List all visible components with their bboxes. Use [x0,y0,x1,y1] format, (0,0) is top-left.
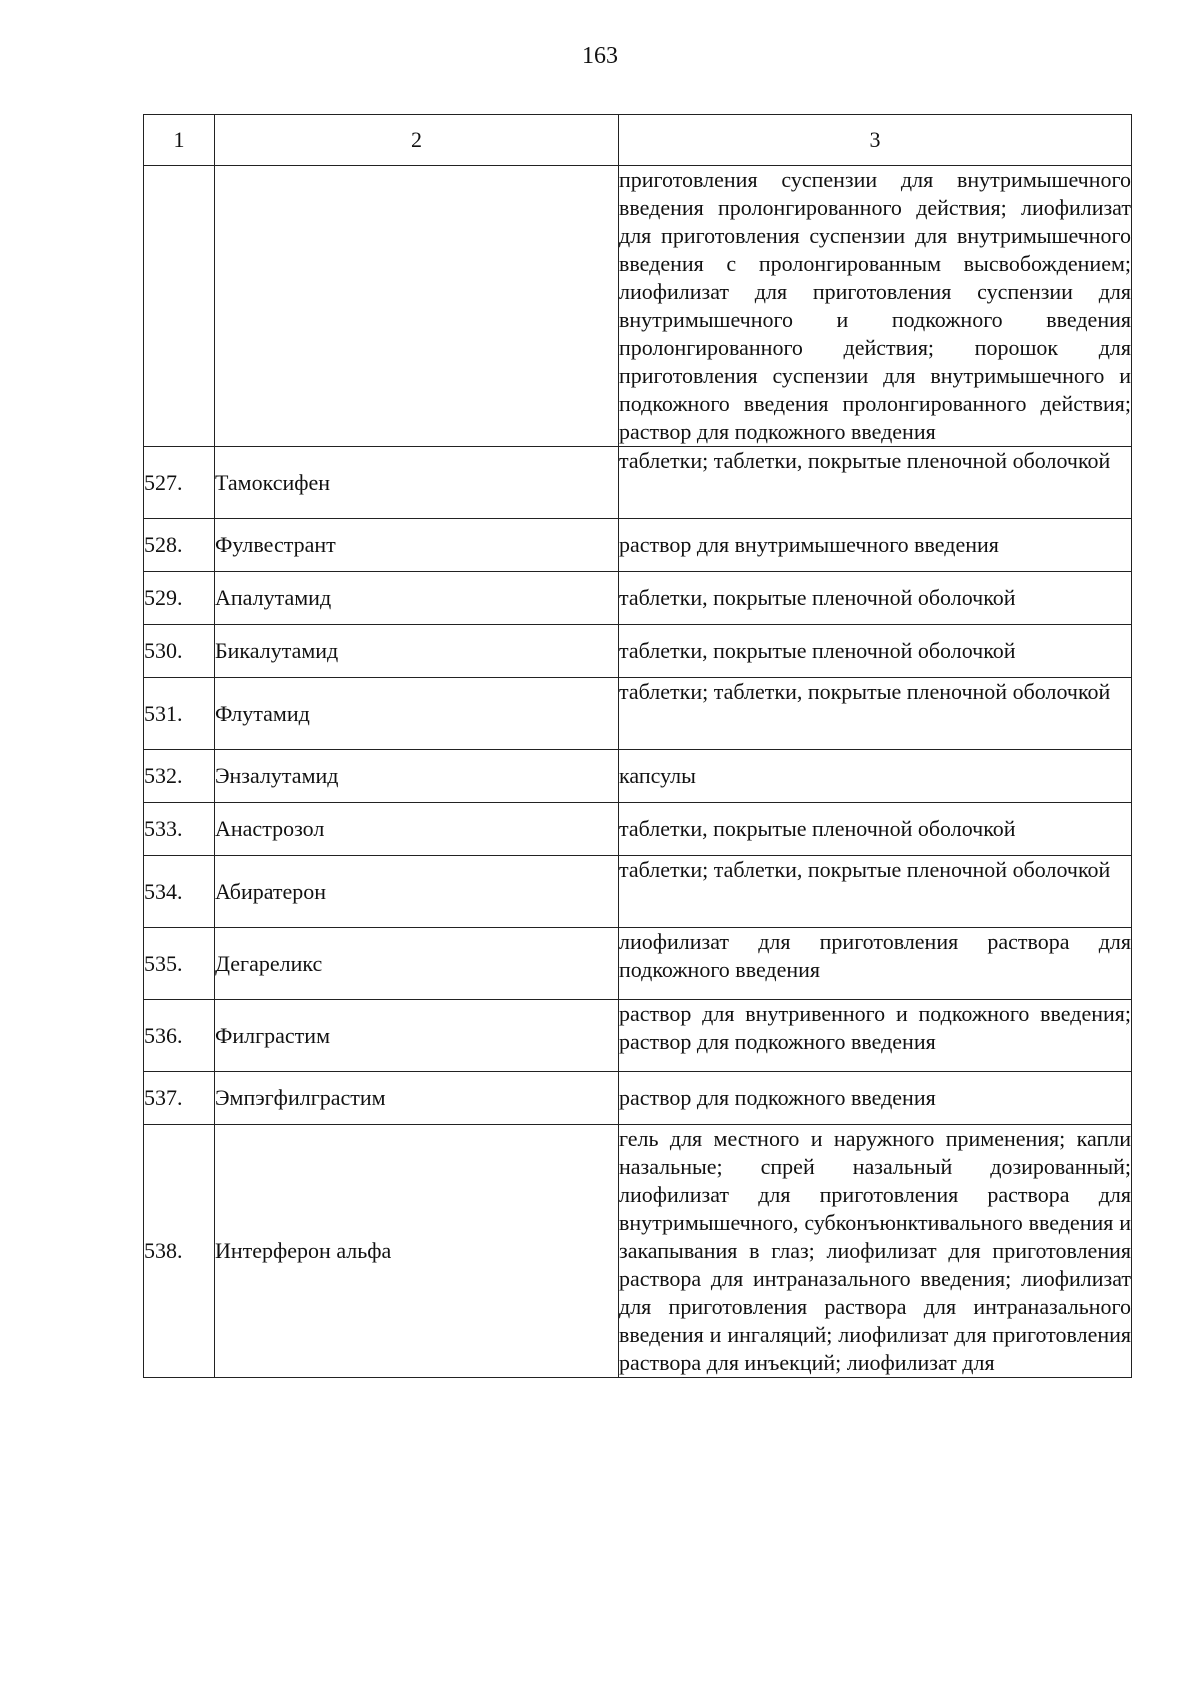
row-number-cell: 527. [144,447,215,519]
table-row [144,928,1132,1000]
drug-name-cell: Дегареликс [215,928,619,1000]
table-row [144,625,1132,678]
table-row [144,572,1132,625]
row-number-cell: 531. [144,678,215,750]
table-row [144,678,1132,750]
table-header-row [144,115,1132,166]
row-number-cell: 528. [144,519,215,572]
row-number-cell: 536. [144,1000,215,1072]
drug-name-cell: Эмпэгфилграстим [215,1072,619,1125]
dosage-form-cell: таблетки; таблетки, покрытые пленочной оболочкой [619,678,1132,750]
table-row [144,1072,1132,1125]
dosage-form-cell: лиофилизат для приготовления раствора для подкожного введения [619,928,1132,1000]
row-number-cell: 538. [144,1125,215,1378]
dosage-form-cell: раствор для подкожного введения [619,1072,1132,1125]
drug-name-cell: Апалутамид [215,572,619,625]
dosage-form-cell: раствор для внутримышечного введения [619,519,1132,572]
drug-name-cell: Энзалутамид [215,750,619,803]
header-col-3: 3 [619,115,1132,166]
dosage-form-cell: гель для местного и наружного применения; капли назальные; спрей назальный дозированный; лиофилизат для приготовления раствора для внутримышечного, субконъюнктивального введения и закапывания в глаз; лиофилизат для приготовления раствора для интраназального введения; лиофилизат для приготовления раствора для интраназального введения и ингаляций; лиофилизат для приготовления раствора для инъекций; лиофилизат для [619,1125,1132,1378]
drug-name-cell: Филграстим [215,1000,619,1072]
row-number-cell: 534. [144,856,215,928]
dosage-form-cell: капсулы [619,750,1132,803]
drug-name-cell: Флутамид [215,678,619,750]
row-number-cell: 529. [144,572,215,625]
dosage-form-cell: таблетки, покрытые пленочной оболочкой [619,803,1132,856]
table-row [144,1125,1132,1378]
drug-name-cell: Интерферон альфа [215,1125,619,1378]
row-number-cell: 530. [144,625,215,678]
dosage-form-cell: раствор для внутривенного и подкожного введения; раствор для подкожного введения [619,1000,1132,1072]
drug-name-cell: Анастрозол [215,803,619,856]
table-row [144,856,1132,928]
drug-name-cell: Абиратерон [215,856,619,928]
dosage-form-cell: таблетки, покрытые пленочной оболочкой [619,625,1132,678]
drug-name-cell: Тамоксифен [215,447,619,519]
table-row [144,750,1132,803]
drug-table [143,114,1132,1378]
page-number: 163 [582,43,618,69]
row-number-cell [144,166,215,447]
drug-name-cell: Фулвестрант [215,519,619,572]
header-col-1: 1 [144,115,215,166]
dosage-form-cell: таблетки; таблетки, покрытые пленочной оболочкой [619,856,1132,928]
table-row [144,519,1132,572]
row-number-cell: 537. [144,1072,215,1125]
row-number-cell: 533. [144,803,215,856]
dosage-form-cell: приготовления суспензии для внутримышечного введения пролонгированного действия; лиофилизат для приготовления суспензии для внутримышечного введения с пролонгированным высвобождением; лиофилизат для приготовления суспензии для внутримышечного и подкожного введения пролонгированного действия; порошок для приготовления суспензии для внутримышечного и подкожного введения пролонгированного действия; раствор для подкожного введения [619,166,1132,447]
dosage-form-cell: таблетки, покрытые пленочной оболочкой [619,572,1132,625]
table-row [144,447,1132,519]
table-row [144,803,1132,856]
drug-name-cell [215,166,619,447]
header-col-2: 2 [215,115,619,166]
drug-name-cell: Бикалутамид [215,625,619,678]
row-number-cell: 532. [144,750,215,803]
table-row [144,1000,1132,1072]
row-number-cell: 535. [144,928,215,1000]
dosage-form-cell: таблетки; таблетки, покрытые пленочной оболочкой [619,447,1132,519]
table-row-continuation [144,166,1132,447]
